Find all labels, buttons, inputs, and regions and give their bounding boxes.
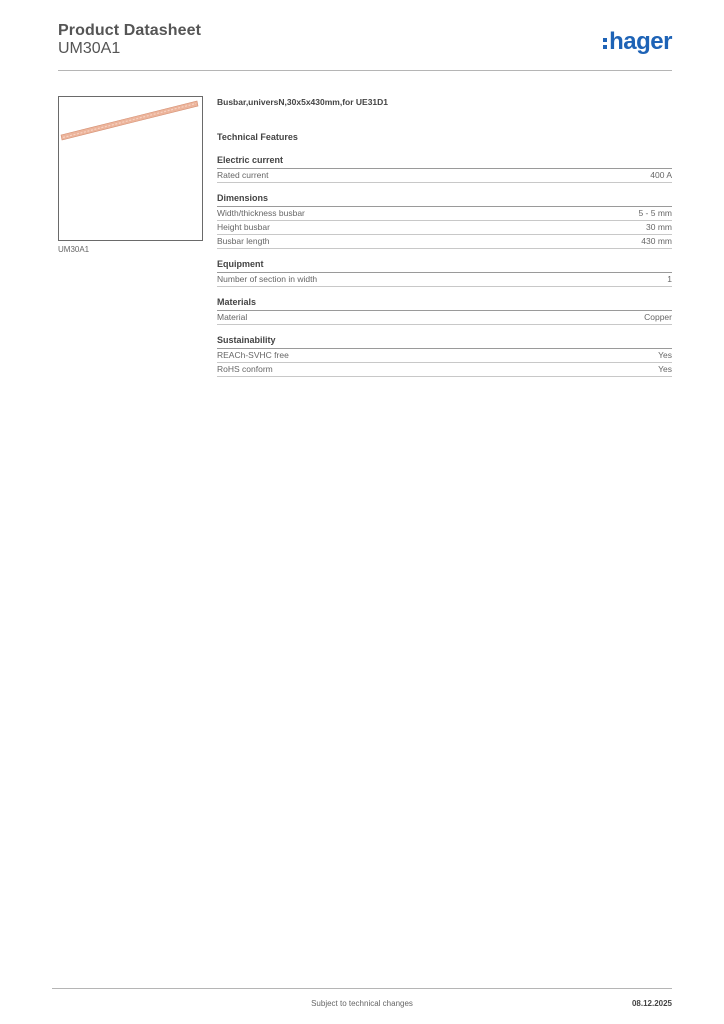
spec-value: Copper (644, 312, 672, 322)
spec-row (217, 311, 672, 325)
section-title: Sustainability (217, 335, 672, 349)
spec-label: Busbar length (217, 236, 270, 246)
spec-value: 400 A (650, 170, 672, 180)
spec-label: Rated current (217, 170, 269, 180)
document-title: Product Datasheet (58, 22, 202, 39)
spec-section-electric-current (217, 155, 672, 183)
spec-value: 430 mm (641, 236, 672, 246)
hager-logo (603, 28, 672, 56)
page-footer (52, 988, 672, 1013)
copper-busbar-image (59, 97, 202, 240)
spec-section-equipment (217, 259, 672, 287)
spec-section-sustainability (217, 335, 672, 377)
spec-label: REACh-SVHC free (217, 350, 289, 360)
section-title: Dimensions (217, 193, 672, 207)
spec-label: Number of section in width (217, 274, 318, 284)
footer-date: 08.12.2025 (631, 999, 672, 1008)
page-header (58, 22, 672, 71)
spec-row (217, 363, 672, 377)
technical-features-heading: Technical Features (217, 132, 298, 142)
section-title: Materials (217, 297, 672, 311)
spec-row (217, 235, 672, 249)
spec-value: Yes (658, 350, 672, 360)
spec-value: 1 (667, 274, 672, 284)
spec-value: 30 mm (646, 222, 672, 232)
spec-section-dimensions (217, 193, 672, 249)
section-title: Equipment (217, 259, 672, 273)
product-description: Busbar,universN,30x5x430mm,for UE31D1 (217, 97, 389, 107)
section-title: Electric current (217, 155, 672, 169)
footer-disclaimer: Subject to technical changes (311, 999, 413, 1008)
logo-wordmark: hager (609, 28, 672, 55)
spec-label: RoHS conform (217, 364, 273, 374)
product-image (58, 96, 203, 241)
spec-row (217, 221, 672, 235)
spec-row (217, 207, 672, 221)
logo-dots-icon (603, 38, 607, 49)
spec-value: Yes (658, 364, 672, 374)
spec-label: Height busbar (217, 222, 270, 232)
product-details (217, 96, 672, 377)
spec-value: 5 - 5 mm (638, 208, 672, 218)
spec-label: Width/thickness busbar (217, 208, 305, 218)
product-reference: UM30A1 (58, 40, 121, 57)
spec-row (217, 273, 672, 287)
spec-label: Material (217, 312, 248, 322)
spec-section-materials (217, 297, 672, 325)
image-caption: UM30A1 (58, 245, 90, 254)
spec-row (217, 169, 672, 183)
spec-row (217, 349, 672, 363)
